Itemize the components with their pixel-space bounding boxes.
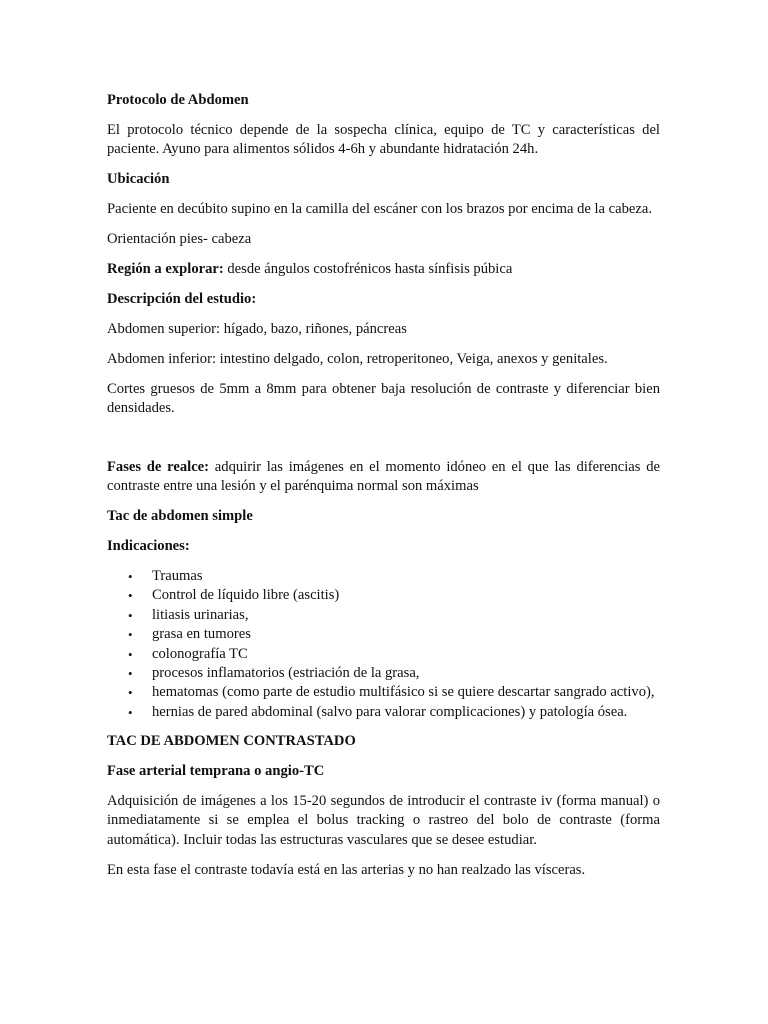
region-label: Región a explorar: xyxy=(107,260,224,277)
bullet-icon: • xyxy=(128,685,133,701)
bullet-icon: • xyxy=(128,569,133,584)
document-page xyxy=(107,91,660,891)
cortes-paragraph: Cortes gruesos de 5mm a 8mm para obtener baja resolución de contraste y diferenciar bien densidades. xyxy=(107,380,660,416)
list-item xyxy=(107,586,660,605)
bullet-icon: • xyxy=(128,666,133,682)
fases-paragraph xyxy=(107,458,660,497)
bullet-icon: • xyxy=(128,704,133,720)
orientacion-paragraph: Orientación pies- cabeza xyxy=(107,231,252,248)
bullet-icon: • xyxy=(128,627,133,643)
list-item-text: grasa en tumores xyxy=(152,626,251,643)
list-item-text: litiasis urinarias, xyxy=(152,606,249,623)
fase-arterial-heading: Fase arterial temprana o angio-TC xyxy=(107,763,325,780)
list-item-text: Traumas xyxy=(152,568,203,584)
ubicacion-heading: Ubicación xyxy=(107,171,170,188)
list-item-text: hematomas (como parte de estudio multifásico si se quiere descartar sangrado activo), xyxy=(152,684,655,701)
region-text: desde ángulos costofrénicos hasta sínfisis púbica xyxy=(223,260,513,277)
list-item-text: colonografía TC xyxy=(152,645,248,662)
list-item xyxy=(107,703,660,722)
list-item xyxy=(107,683,660,702)
list-item-text: Control de líquido libre (ascitis) xyxy=(152,587,340,604)
indicaciones-list xyxy=(107,567,660,722)
fases-text: adquirir las imágenes en el momento idóneo en el que las diferencias de contraste entre una lesión y el parénquima normal son máximas xyxy=(107,458,660,495)
fase-arterial-note: En esta fase el contraste todavía está en las arterias y no han realzado las vísceras. xyxy=(107,861,586,878)
region-paragraph xyxy=(107,260,660,279)
ubicacion-paragraph: Paciente en decúbito supino en la camilla del escáner con los brazos por encima de la cabeza. xyxy=(107,201,652,218)
list-item xyxy=(107,567,660,586)
list-item-text: procesos inflamatorios (estriación de la grasa, xyxy=(152,665,420,682)
intro-paragraph: El protocolo técnico depende de la sospecha clínica, equipo de TC y características del paciente. Ayuno para alimentos sólidos 4-6h y abundante hidratación 24h. xyxy=(107,121,660,158)
fase-arterial-paragraph: Adquisición de imágenes a los 15-20 segundos de introducir el contraste iv (forma manual) o inmediatamente si se emplea el bolus tracking o rastreo del bolo de contraste (forma automática). Incluir todas las estructuras vasculares que se desee estudiar. xyxy=(107,793,660,848)
list-item xyxy=(107,664,660,683)
list-item-text: hernias de pared abdominal (salvo para valorar complicaciones) y patología ósea. xyxy=(152,703,628,720)
bullet-icon: • xyxy=(128,607,133,623)
list-item xyxy=(107,625,660,644)
tac-contrastado-heading: TAC DE ABDOMEN CONTRASTADO xyxy=(107,733,356,750)
descripcion-heading: Descripción del estudio: xyxy=(107,290,257,307)
bullet-icon: • xyxy=(128,646,133,662)
abdomen-superior-paragraph: Abdomen superior: hígado, bazo, riñones, páncreas xyxy=(107,320,407,337)
tac-simple-heading: Tac de abdomen simple xyxy=(107,508,253,525)
empty-line xyxy=(107,429,660,458)
abdomen-inferior-paragraph: Abdomen inferior: intestino delgado, colon, retroperitoneo, Veiga, anexos y genitales. xyxy=(107,350,608,367)
indicaciones-heading: Indicaciones: xyxy=(107,538,190,555)
bullet-icon: • xyxy=(128,588,133,604)
document-title: Protocolo de Abdomen xyxy=(107,92,249,108)
list-item xyxy=(107,606,660,625)
list-item xyxy=(107,645,660,664)
fases-label: Fases de realce: xyxy=(107,458,210,475)
